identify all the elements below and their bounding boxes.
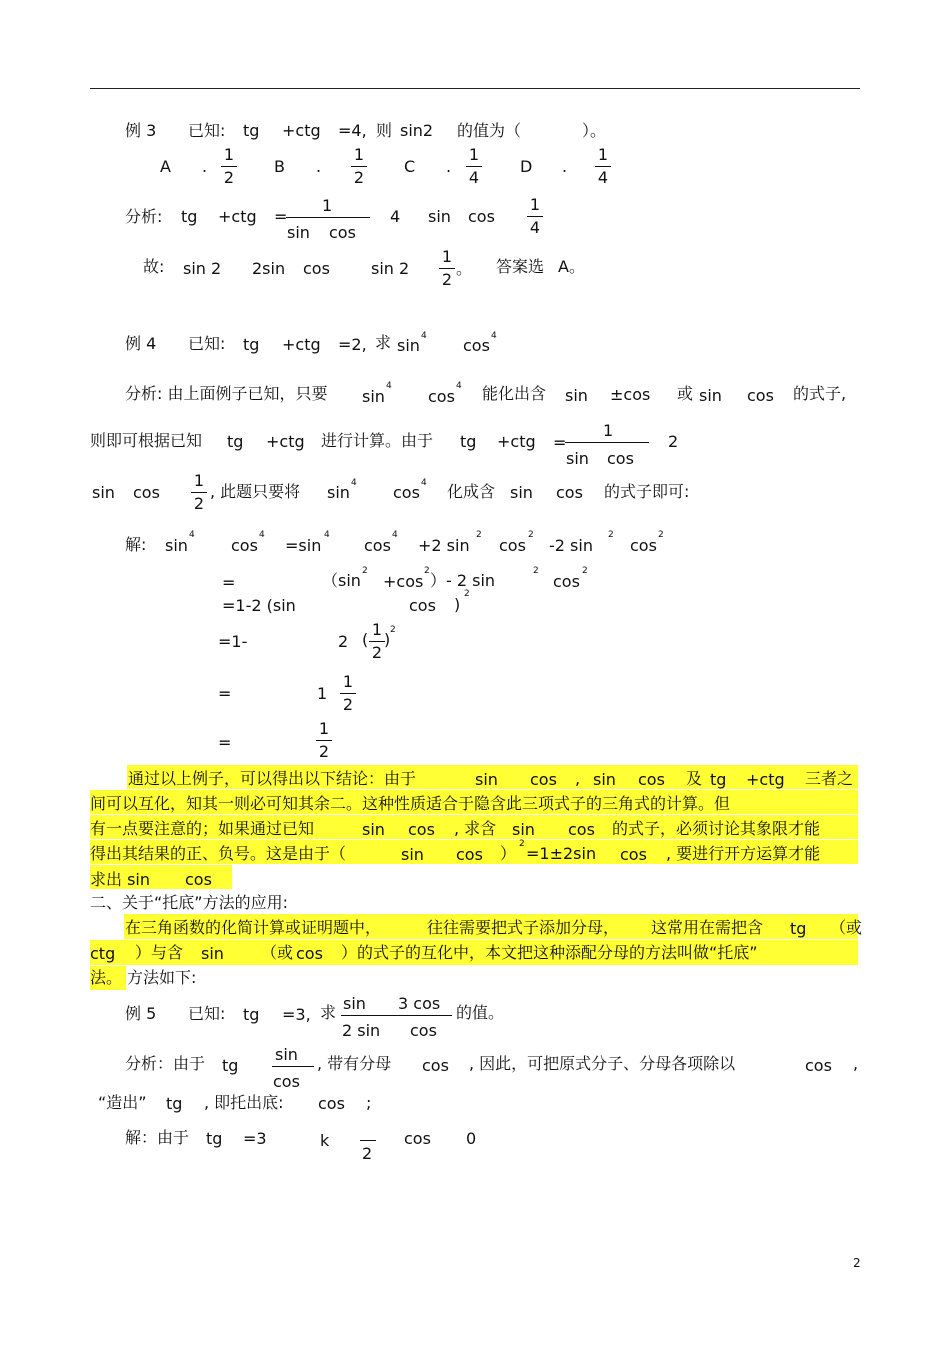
ex4-analysis-sin3: sin bbox=[699, 386, 722, 405]
ex5-analysis-a: 分析：由于 bbox=[125, 1054, 206, 1073]
ex3-then: 则 bbox=[376, 121, 393, 140]
section2-p2a: ctg bbox=[90, 944, 116, 963]
ex3-analysis-den-cos: cos bbox=[329, 223, 356, 242]
fraction-bar bbox=[360, 1140, 376, 1141]
ex3-answer: 答案选 bbox=[496, 257, 545, 276]
superscript: 4 bbox=[189, 530, 195, 540]
conclusion-l3b: , 求含 bbox=[454, 819, 497, 838]
ex4-step2-eq: =1-2 (sin bbox=[222, 596, 296, 615]
conclusion-sin2: sin bbox=[593, 770, 616, 789]
ex4-analysis-sin: sin bbox=[362, 387, 385, 406]
ex4-analysis-b: 能化出含 bbox=[482, 384, 547, 403]
option-a-label: A bbox=[160, 157, 171, 176]
ex4-step1-rparen: ）- 2 sin bbox=[430, 571, 496, 590]
option-a-fraction: 1 2 bbox=[218, 146, 240, 187]
ex4-label: 例 4 bbox=[125, 334, 157, 353]
option-c-label: C bbox=[404, 157, 416, 176]
ex4-analysis-sin2: sin bbox=[565, 386, 588, 405]
conclusion-l1a: 通过以上例子，可以得出以下结论：由于 bbox=[128, 769, 417, 788]
section2-p1-tg: tg bbox=[790, 919, 807, 938]
superscript: 2 bbox=[582, 566, 588, 576]
ex3-analysis-num: 1 bbox=[322, 196, 333, 215]
ex5-sol-zero: 0 bbox=[466, 1129, 477, 1148]
ex5-sol-tg: tg bbox=[206, 1129, 223, 1148]
ex5-find: 求 bbox=[320, 1003, 337, 1022]
ex3-given: 已知: bbox=[188, 121, 226, 140]
superscript: 4 bbox=[259, 530, 265, 540]
ex4-step3-two: 2 bbox=[338, 632, 349, 651]
section2-p3a: 法。 bbox=[90, 968, 123, 987]
ex5-label: 例 5 bbox=[125, 1004, 157, 1023]
conclusion-comma: , bbox=[575, 769, 581, 788]
option-c-fraction: 1 4 bbox=[463, 146, 485, 187]
ex4-line3-cos3: cos bbox=[556, 483, 583, 502]
ex5-analysis-cos: cos bbox=[422, 1056, 449, 1075]
superscript: 4 bbox=[386, 381, 392, 391]
option-a-dot: . bbox=[202, 157, 208, 176]
option-b-fraction: 1 2 bbox=[348, 146, 370, 187]
ex5-analysis-cos2: cos bbox=[805, 1056, 832, 1075]
option-b-label: B bbox=[274, 157, 285, 176]
conclusion-sin: sin bbox=[475, 770, 498, 789]
ex4-line2-b: 进行计算。由于 bbox=[321, 431, 434, 450]
ex4-line3-sin3: sin bbox=[510, 483, 533, 502]
ex3-plus-ctg: +ctg bbox=[282, 121, 321, 140]
ex4-sol-cos3: cos bbox=[499, 536, 526, 555]
ex3-so-half: 1 2 bbox=[436, 248, 458, 289]
superscript: 2 bbox=[362, 566, 368, 576]
section2-p1a: 在三角函数的化简计算或证明题中， bbox=[125, 918, 382, 937]
section2-p2-cos: cos bbox=[296, 944, 323, 963]
ex4-line3-c: 的式子即可: bbox=[604, 482, 690, 501]
conclusion-l4b: ） bbox=[500, 844, 517, 863]
option-c-dot: . bbox=[446, 157, 452, 176]
superscript: 4 bbox=[324, 530, 330, 540]
superscript: 4 bbox=[392, 530, 398, 540]
ex4-eq2: =2, bbox=[338, 335, 367, 354]
page-number: 2 bbox=[853, 1256, 861, 1270]
option-d-label: D bbox=[520, 157, 533, 176]
superscript: 2 bbox=[658, 530, 664, 540]
ex4-cos: cos bbox=[463, 336, 490, 355]
ex5-given: 已知: bbox=[188, 1004, 226, 1023]
option-b-dot: . bbox=[316, 157, 322, 176]
ex4-sol-cos2: cos bbox=[364, 536, 391, 555]
ex5-q1: “造出” bbox=[98, 1093, 147, 1112]
header-rule bbox=[90, 88, 860, 89]
conclusion-l4c: =1±2sin bbox=[526, 844, 597, 863]
conclusion-l3-cos: cos bbox=[408, 820, 435, 839]
ex3-so-sin2: sin 2 bbox=[183, 259, 222, 278]
ex4-sol-label: 解: bbox=[125, 535, 147, 554]
ex4-analysis-pmcos: ±cos bbox=[610, 385, 651, 404]
ex3-eq4: =4, bbox=[338, 121, 367, 140]
ex5-sol-eq3: =3 bbox=[243, 1129, 267, 1148]
ex4-line2-ctg: +ctg bbox=[266, 432, 305, 451]
section2-p1b: 往往需要把式子添加分母， bbox=[427, 918, 620, 937]
section2-p2d: ）的式子的互化中，本文把这种添配分母的方法叫做“托底” bbox=[341, 943, 758, 962]
ex5-den-2sin: 2 sin bbox=[342, 1021, 381, 1040]
ex4-step4-half: 1 2 bbox=[337, 673, 359, 714]
ex3-answer-a: A。 bbox=[558, 257, 585, 276]
ex3-analysis-quarter: 1 4 bbox=[524, 196, 546, 237]
fraction-bar bbox=[286, 217, 370, 218]
ex4-sol-cos: cos bbox=[231, 536, 258, 555]
ex5-eq3: =3, bbox=[282, 1005, 311, 1024]
ex5-den-cos: cos bbox=[410, 1021, 437, 1040]
section2-heading: 二、关于“托底”方法的应用: bbox=[90, 893, 288, 912]
ex4-line3-sin: sin bbox=[92, 483, 115, 502]
conclusion-l4-sin: sin bbox=[401, 845, 424, 864]
conclusion-tg: tg bbox=[710, 770, 727, 789]
ex4-line2-tg2: tg bbox=[460, 432, 477, 451]
ex3-analysis-tg: tg bbox=[181, 207, 198, 226]
ex5-analysis-den-cos: cos bbox=[273, 1072, 300, 1091]
ex4-step4-one: 1 bbox=[317, 684, 328, 703]
ex5-tg: tg bbox=[243, 1005, 260, 1024]
ex4-step5-half: 1 2 bbox=[313, 720, 335, 761]
fraction-bar bbox=[341, 1015, 452, 1016]
ex4-step3-lp: ( bbox=[362, 630, 369, 649]
ex3-analysis-den-sin: sin bbox=[287, 223, 310, 242]
conclusion-l4a: 得出其结果的正、负号。这是由于（ bbox=[90, 844, 347, 863]
ex4-line3-cos2: cos bbox=[393, 483, 420, 502]
ex4-step2-close: ) bbox=[454, 595, 461, 614]
superscript: 2 bbox=[528, 530, 534, 540]
option-d-dot: . bbox=[562, 157, 568, 176]
ex3-analysis-sin: sin bbox=[428, 207, 451, 226]
ex4-step2-cos: cos bbox=[409, 596, 436, 615]
superscript: 2 bbox=[464, 589, 470, 599]
ex5-num-3cos: 3 cos bbox=[398, 994, 441, 1013]
ex5-q-tg: tg bbox=[166, 1094, 183, 1113]
conclusion-l5: 求出 sin bbox=[90, 870, 151, 889]
ex3-label: 例 3 bbox=[125, 121, 157, 140]
ex3-analysis-plus-ctg: +ctg bbox=[218, 207, 257, 226]
conclusion-l3a: 有一点要注意的；如果通过已知 bbox=[90, 819, 315, 838]
ex3-so-2sin: 2sin bbox=[252, 259, 286, 278]
ex4-line3-a: , 此题只要将 bbox=[210, 482, 301, 501]
ex5-q2: , 即托出底: bbox=[204, 1093, 284, 1112]
ex4-sin: sin bbox=[397, 336, 420, 355]
ex5-sol-two: 2 bbox=[362, 1144, 373, 1163]
ex5-sol-cos: cos bbox=[404, 1129, 431, 1148]
ex4-analysis-cos: cos bbox=[428, 387, 455, 406]
section2-p3b: 方法如下: bbox=[127, 968, 197, 987]
ex5-analysis-d: , bbox=[853, 1054, 859, 1073]
ex5-num-sin: sin bbox=[343, 994, 366, 1013]
section2-p2b: ）与含 bbox=[135, 943, 184, 962]
ex4-line2-den-cos: cos bbox=[607, 449, 634, 468]
ex4-line2-den-sin: sin bbox=[566, 449, 589, 468]
conclusion-l1b: 三者之 bbox=[805, 769, 854, 788]
ex4-step1-lparen-sin: （sin bbox=[322, 571, 361, 590]
conclusion-cos2: cos bbox=[638, 770, 665, 789]
superscript: 4 bbox=[491, 331, 497, 341]
section2-p2-sin: sin bbox=[201, 944, 224, 963]
ex3-so-sin2b: sin 2 bbox=[371, 259, 410, 278]
ex4-line3-cos: cos bbox=[133, 483, 160, 502]
ex5-sol-k: k bbox=[320, 1131, 330, 1150]
ex5-q-cos: cos bbox=[318, 1094, 345, 1113]
ex4-line2-num: 1 bbox=[603, 421, 614, 440]
ex5-sol: 解：由于 bbox=[125, 1128, 190, 1147]
section2-p1c: 这常用在需把含 bbox=[651, 918, 764, 937]
ex4-line2-a: 则即可根据已知 bbox=[90, 431, 203, 450]
ex3-so-circ: 。 bbox=[456, 259, 473, 278]
ex3-analysis-eq: = bbox=[274, 207, 288, 226]
ex5-q3: ; bbox=[366, 1093, 372, 1112]
ex4-sol-sin: sin bbox=[165, 536, 188, 555]
conclusion-ctg: +ctg bbox=[746, 770, 785, 789]
fraction-bar bbox=[272, 1066, 314, 1067]
ex4-step4-eq: = bbox=[218, 684, 232, 703]
superscript: 2 bbox=[533, 566, 539, 576]
ex4-step5-eq: = bbox=[218, 733, 232, 752]
conclusion-l3-sin: sin bbox=[362, 820, 385, 839]
ex4-step3-rp: ) bbox=[384, 630, 391, 649]
conclusion-l3-sin2: sin bbox=[512, 820, 535, 839]
ex3-analysis-four: 4 bbox=[390, 207, 401, 226]
ex5-analysis-b: , 带有分母 bbox=[317, 1054, 392, 1073]
ex3-so-cos: cos bbox=[303, 259, 330, 278]
ex3-tg: tg bbox=[243, 121, 260, 140]
ex5-analysis-tg: tg bbox=[222, 1056, 239, 1075]
ex4-line3-half: 1 2 bbox=[188, 472, 210, 513]
ex4-line2-eq: = bbox=[553, 433, 567, 452]
superscript: 2 bbox=[519, 839, 525, 849]
ex5-value: 的值。 bbox=[456, 1003, 505, 1022]
ex4-find: 求 bbox=[375, 333, 392, 352]
superscript: 2 bbox=[390, 625, 396, 635]
conclusion-cos: cos bbox=[530, 770, 557, 789]
ex3-ask: 的值为（ bbox=[457, 121, 522, 140]
superscript: 4 bbox=[421, 331, 427, 341]
ex4-analysis-cos3: cos bbox=[747, 386, 774, 405]
ex3-analysis-cos: cos bbox=[468, 207, 495, 226]
fraction-bar bbox=[565, 442, 649, 443]
section2-p2c: （或 bbox=[261, 943, 294, 962]
ex4-analysis-d: 的式子, bbox=[793, 384, 847, 403]
option-d-fraction: 1 4 bbox=[592, 146, 614, 187]
ex4-step3-half: 1 2 bbox=[366, 621, 388, 662]
conclusion-and: 及 bbox=[686, 769, 703, 788]
ex4-analysis-or: 或 bbox=[677, 384, 694, 403]
ex4-given: 已知: bbox=[188, 334, 226, 353]
ex3-close: ）。 bbox=[582, 121, 607, 140]
superscript: 4 bbox=[421, 478, 427, 488]
ex4-step3-eq: =1- bbox=[218, 632, 248, 651]
conclusion-l4-cos: cos bbox=[456, 845, 483, 864]
superscript: 2 bbox=[608, 530, 614, 540]
conclusion-l4-cos2: cos bbox=[620, 845, 647, 864]
ex4-line3-b: 化成含 bbox=[447, 482, 496, 501]
superscript: 4 bbox=[456, 381, 462, 391]
superscript: 2 bbox=[476, 530, 482, 540]
conclusion-l5-cos: cos bbox=[185, 870, 212, 889]
conclusion-l3c: 的式子，必须讨论其象限才能 bbox=[612, 819, 821, 838]
ex3-sin2: sin2 bbox=[400, 121, 434, 140]
ex4-plus-ctg: +ctg bbox=[282, 335, 321, 354]
conclusion-l3-cos2: cos bbox=[568, 820, 595, 839]
section2-p1d: （或 bbox=[830, 918, 863, 937]
conclusion-l2: 间可以互化，知其一则必可知其余二。这种性质适合于隐含此三项式子的三角式的计算。但 bbox=[90, 794, 731, 813]
ex4-line2-two: 2 bbox=[668, 432, 679, 451]
superscript: 4 bbox=[351, 478, 357, 488]
ex4-line2-ctg2: +ctg bbox=[497, 432, 536, 451]
ex4-step1-cos: cos bbox=[553, 572, 580, 591]
ex4-step1-eq: = bbox=[222, 573, 236, 592]
ex4-analysis-a: 分析: 由上面例子已知，只要 bbox=[125, 384, 328, 403]
ex4-tg: tg bbox=[243, 335, 260, 354]
ex4-sol-cos4: cos bbox=[630, 536, 657, 555]
superscript: 2 bbox=[424, 566, 430, 576]
ex4-line2-tg: tg bbox=[227, 432, 244, 451]
ex4-sol-minus2sin: -2 sin bbox=[549, 536, 593, 555]
ex3-so-label: 故: bbox=[143, 257, 165, 276]
ex4-sol-plus2sin: +2 sin bbox=[418, 536, 470, 555]
ex4-step1-pluscos: +cos bbox=[383, 572, 424, 591]
ex4-line3-sin2: sin bbox=[327, 483, 350, 502]
ex4-sol-eqsin: =sin bbox=[285, 536, 322, 555]
ex3-analysis-label: 分析: bbox=[125, 207, 163, 226]
ex5-analysis-c: , 因此，可把原式分子、分母各项除以 bbox=[469, 1054, 736, 1073]
conclusion-l4d: , 要进行开方运算才能 bbox=[666, 844, 821, 863]
ex5-analysis-num-sin: sin bbox=[275, 1045, 298, 1064]
